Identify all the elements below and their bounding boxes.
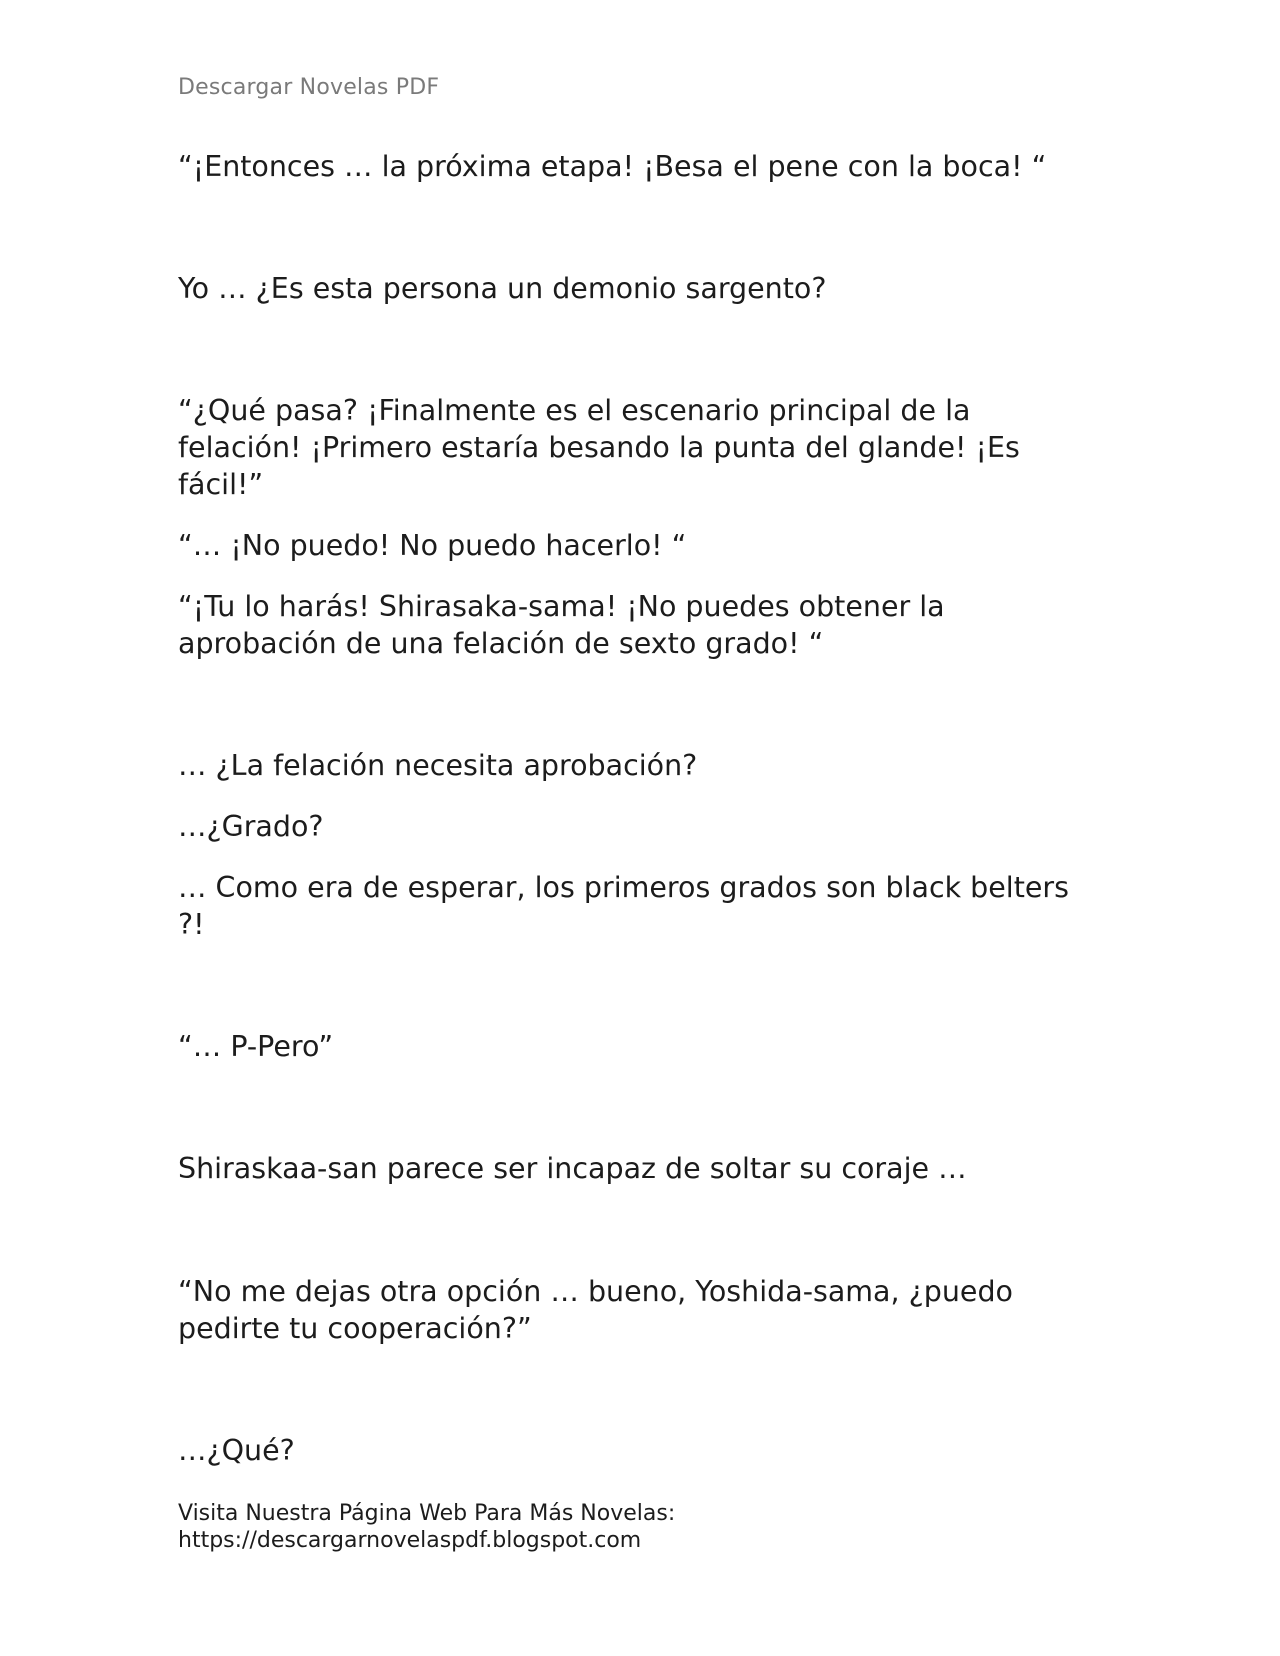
paragraph: “… ¡No puedo! No puedo hacerlo! “ xyxy=(178,529,687,562)
paragraph: Shiraskaa-san parece ser incapaz de soltar su coraje … xyxy=(178,1152,967,1185)
paragraph: “¡Tu lo harás! Shirasaka-sama! ¡No puedes obtener la aprobación de una felación de sexto grado! “ xyxy=(178,590,945,660)
paragraph: … ¿La felación necesita aprobación? xyxy=(178,749,698,782)
paragraph: “¿Qué pasa? ¡Finalmente es el escenario principal de la felación! ¡Primero estaría besando la punta del glande! ¡Es fácil!” xyxy=(178,394,1020,501)
paragraph: …¿Qué? xyxy=(178,1434,295,1467)
footer-website-url: https://descargarnovelaspdf.blogspot.com xyxy=(178,1528,642,1553)
footer-promo-text: Visita Nuestra Página Web Para Más Novelas: xyxy=(178,1501,676,1526)
page-footer xyxy=(178,1500,675,1554)
paragraph: “¡Entonces … la próxima etapa! ¡Besa el pene con la boca! “ xyxy=(178,150,1047,183)
paragraph: “No me dejas otra opción … bueno, Yoshida-sama, ¿puedo pedirte tu cooperación?” xyxy=(178,1275,1013,1345)
paragraph: …¿Grado? xyxy=(178,810,324,843)
paragraph: “… P-Pero” xyxy=(178,1030,334,1063)
paragraph: Yo … ¿Es esta persona un demonio sargento? xyxy=(178,272,827,305)
paragraph: … Como era de esperar, los primeros grados son black belters ?! xyxy=(178,871,1070,941)
page-header: Descargar Novelas PDF xyxy=(178,75,440,100)
